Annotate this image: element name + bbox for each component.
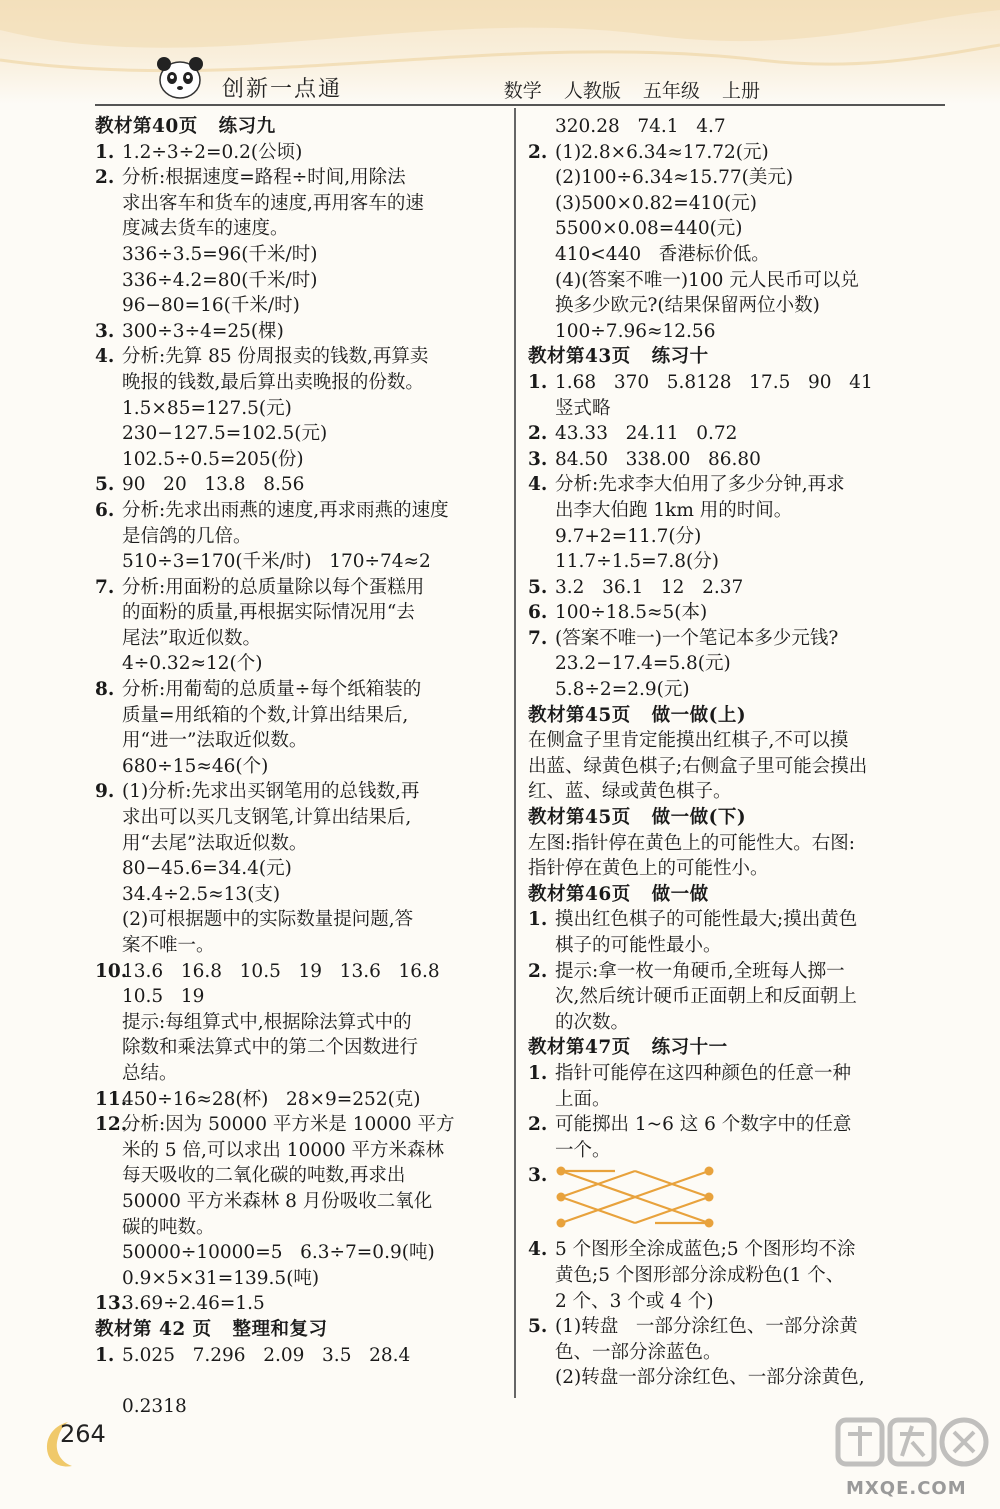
- item-number: 6.: [528, 602, 548, 624]
- item-number: 2.: [528, 423, 548, 445]
- section-title: 教材第 42 页 整理和复习: [95, 1318, 328, 1340]
- item-number: 2.: [528, 1114, 548, 1136]
- item-number: 4.: [528, 474, 548, 496]
- item-number: 7.: [95, 576, 115, 598]
- answer-line: 分析:先算 85 份周报卖的钱数,再算卖: [122, 346, 429, 368]
- answer-item: [95, 1343, 507, 1420]
- answer-line: 分析:先求李大伯用了多少分钟,再求: [555, 474, 845, 496]
- item-body: [122, 472, 507, 498]
- item-body: [122, 1087, 507, 1113]
- answer-line: 尾法”取近似数。: [122, 627, 261, 649]
- figure-dot: [705, 1167, 714, 1176]
- answer-item: [95, 165, 507, 319]
- answer-item: [528, 1314, 944, 1391]
- answer-item: [95, 319, 507, 345]
- answer-item: [528, 1163, 944, 1237]
- item-body: [122, 575, 507, 677]
- answer-line: 1.68 370 5.8128 17.5 90 41: [555, 371, 873, 393]
- answer-line: 度减去货车的速度。: [122, 218, 289, 240]
- answer-item: [95, 472, 507, 498]
- answer-line: 336÷3.5=96(千米/时): [122, 243, 318, 265]
- answer-line: 9.7+2=11.7(分): [555, 525, 702, 547]
- answer-line: 摸出红色棋子的可能性最大;摸出黄色: [555, 909, 858, 931]
- item-number: 7.: [528, 627, 548, 649]
- answer-line: 90 20 13.8 8.56: [122, 474, 305, 496]
- answer-item: [528, 421, 944, 447]
- answer-line: 色、一部分涂蓝色。: [555, 1341, 722, 1363]
- item-body: [122, 344, 507, 472]
- answer-item: [528, 1112, 944, 1163]
- answer-line: (1)2.8×6.34≈17.72(元): [555, 141, 769, 163]
- item-number: 3.: [95, 320, 115, 342]
- item-number: 8.: [95, 679, 115, 701]
- answer-line: 100÷18.5≈5(本): [555, 602, 708, 624]
- section-title: 教材第46页 做一做: [528, 883, 709, 905]
- item-number: 3.: [528, 448, 548, 470]
- answer-line: 用“进一”法取近似数。: [122, 730, 308, 752]
- item-body: [555, 421, 944, 447]
- item-body: [555, 1061, 944, 1112]
- answer-line: 23.2−17.4=5.8(元): [555, 653, 731, 675]
- answer-line: 11.7÷1.5=7.8(分): [555, 551, 719, 573]
- answer-line: 5500×0.08=440(元): [555, 218, 743, 240]
- matching-figure: [555, 1163, 944, 1237]
- answer-item: [528, 1237, 944, 1314]
- answer-line: 84.50 338.00 86.80: [555, 448, 761, 470]
- item-body: [555, 1237, 944, 1314]
- item-body: [122, 498, 507, 575]
- answer-item: [528, 575, 944, 601]
- section-title: 教材第47页 练习十一: [528, 1037, 728, 1059]
- answer-line: 3.2 36.1 12 2.37: [555, 576, 744, 598]
- answer-line: 左图:指针停在黄色上的可能性大。右图:: [528, 832, 855, 854]
- item-number: 4.: [95, 346, 115, 368]
- answer-line: 棋子的可能性最小。: [555, 935, 722, 956]
- answer-line: 4÷0.32≈12(个): [122, 653, 263, 675]
- answer-line: 出蓝、绿黄色棋子;右侧盒子里可能会摸出: [528, 755, 868, 777]
- answer-line: 的面粉的质量,再根据实际情况用“去: [122, 602, 415, 624]
- answer-item: [95, 959, 507, 1087]
- answer-line: [122, 1368, 507, 1394]
- item-number: 10.: [95, 960, 128, 982]
- answer-line: (2)100÷6.34≈15.77(美元): [555, 167, 794, 189]
- answer-line: 43.33 24.11 0.72: [555, 423, 738, 445]
- answer-line: 总结。: [122, 1062, 178, 1084]
- answer-line: (4)(答案不唯一)100 元人民币可以兑: [555, 269, 859, 291]
- item-body: [555, 370, 944, 421]
- answer-line: 案不唯一。: [122, 935, 215, 956]
- answer-line: 是信鸽的几倍。: [122, 525, 252, 547]
- answer-line: 分析:用葡萄的总质量÷每个纸箱装的: [122, 679, 422, 701]
- answer-line: 450÷16≈28(杯) 28×9=252(克): [122, 1088, 421, 1110]
- answer-line: (1)转盘 一部分涂红色、一部分涂黄: [555, 1316, 858, 1338]
- answer-line: 13.6 16.8 10.5 19 13.6 16.8: [122, 960, 440, 982]
- edition-label: 人教版: [563, 80, 621, 102]
- answer-item: [528, 626, 944, 703]
- answer-line: 10.5 19: [122, 986, 205, 1008]
- item-number: 5.: [528, 576, 548, 598]
- answer-line: 碳的吨数。: [122, 1216, 215, 1238]
- answer-line: 96−80=16(千米/时): [122, 295, 300, 317]
- answer-item: [95, 779, 507, 958]
- item-number: 1.: [528, 371, 548, 393]
- answer-line: 晚报的钱数,最后算出卖晚报的份数。: [122, 371, 424, 393]
- answer-line: 5.8÷2=2.9(元): [555, 679, 690, 701]
- item-number: 13.: [95, 1293, 128, 1315]
- left-column: [95, 114, 507, 1419]
- section-title: 教材第40页 练习九: [95, 116, 276, 137]
- answer-line: 410<440 香港标价低。: [555, 243, 770, 265]
- answer-item: [95, 575, 507, 677]
- item-body: [555, 575, 944, 601]
- item-number: 1.: [528, 909, 548, 931]
- item-number: 6.: [95, 499, 115, 521]
- answer-line: 除数和乘法算式中的第二个因数进行: [122, 1037, 419, 1059]
- grade-label: 五年级: [642, 80, 700, 102]
- answer-line: 出李大伯跑 1km 用的时间。: [555, 499, 793, 521]
- answer-item: [528, 959, 944, 1036]
- answer-line: 1.5×85=127.5(元): [122, 397, 292, 419]
- answer-line: 1.2÷3÷2=0.2(公顷): [122, 141, 303, 163]
- answer-line: 680÷15≈46(个): [122, 755, 269, 777]
- answer-line: 的次数。: [555, 1011, 630, 1033]
- item-number: 12.: [95, 1114, 128, 1136]
- answer-line: 质量=用纸箱的个数,计算出结果后,: [122, 704, 409, 726]
- item-body: [122, 1112, 507, 1291]
- figure-dot: [557, 1219, 566, 1228]
- item-number: 5.: [528, 1316, 548, 1338]
- item-body: [555, 907, 944, 958]
- item-number: 1.: [528, 1062, 548, 1084]
- item-body: [122, 140, 507, 166]
- answer-line: 指针可能停在这四种颜色的任意一种: [555, 1062, 852, 1084]
- item-body: [122, 165, 507, 319]
- answer-line: 336÷4.2=80(千米/时): [122, 269, 318, 291]
- answer-item: [95, 677, 507, 779]
- answer-item: [528, 600, 944, 626]
- answer-line: 在侧盒子里肯定能摸出红棋子,不可以摸: [528, 730, 849, 752]
- item-body: [122, 779, 507, 958]
- item-number: 9.: [95, 781, 115, 803]
- item-body: [555, 447, 944, 473]
- answer-line: 米的 5 倍,可以求出 10000 平方米森林: [122, 1139, 445, 1161]
- answer-line: 分析:先求出雨燕的速度,再求雨燕的速度: [122, 499, 449, 521]
- item-body: [555, 140, 944, 345]
- answer-line: 一个。: [555, 1139, 611, 1161]
- answer-line: 5.025 7.296 2.09 3.5 28.4: [122, 1344, 411, 1366]
- answer-line: 竖式略: [555, 397, 611, 419]
- item-body: [122, 1291, 507, 1317]
- section-title: 教材第43页 练习十: [528, 346, 709, 368]
- item-body: [555, 1314, 944, 1391]
- item-number: 5.: [95, 474, 115, 496]
- answer-line: 求出客车和货车的速度,再用客车的速: [122, 192, 424, 214]
- panda-logo-icon: [150, 50, 210, 102]
- item-body: [122, 1343, 507, 1420]
- item-body: [555, 626, 944, 703]
- book-info: [488, 76, 760, 103]
- answer-line: 100÷7.96≈12.56: [555, 320, 716, 342]
- answer-item: [528, 447, 944, 473]
- answer-line: 分析:根据速度=路程÷时间,用除法: [122, 167, 406, 189]
- item-number: 4.: [528, 1239, 548, 1261]
- item-body: [555, 472, 944, 574]
- matching-lines-figure: [555, 1163, 715, 1233]
- answer-line: 80−45.6=34.4(元): [122, 858, 292, 880]
- answer-item: [95, 1087, 507, 1113]
- item-number: 1.: [95, 141, 115, 163]
- answer-line: 提示:每组算式中,根据除法算式中的: [122, 1011, 412, 1033]
- figure-dot: [557, 1193, 566, 1202]
- answer-item: [95, 140, 507, 166]
- figure-dot: [705, 1219, 714, 1228]
- item-body: [122, 677, 507, 779]
- answer-item: [95, 498, 507, 575]
- page-number: 264: [60, 1420, 106, 1448]
- answer-line: 5 个图形全涂成蓝色;5 个图形均不涂: [555, 1239, 856, 1261]
- item-number: 1.: [95, 1344, 115, 1366]
- answer-line: 换多少欧元?(结果保留两位小数): [555, 295, 820, 317]
- item-number: 3.: [528, 1165, 548, 1187]
- answer-item: [95, 1291, 507, 1317]
- answer-line: 求出可以买几支钢笔,计算出结果后,: [122, 807, 412, 829]
- answer-line: 上面。: [555, 1088, 611, 1110]
- answer-line: 每天吸收的二氧化碳的吨数,再求出: [122, 1165, 406, 1187]
- answer-item: [528, 472, 944, 574]
- answer-item: [528, 907, 944, 958]
- answer-line: 用“去尾”法取近似数。: [122, 832, 308, 854]
- answer-item: [528, 140, 944, 345]
- answer-line: 黄色;5 个图形部分涂成粉色(1 个、: [555, 1264, 845, 1286]
- answer-line: 102.5÷0.5=205(份): [122, 448, 304, 470]
- subject-label: 数学: [503, 80, 542, 102]
- item-body: [555, 959, 944, 1036]
- answer-line: 50000 平方米森林 8 月份吸收二氧化: [122, 1190, 433, 1212]
- item-number: 11.: [95, 1088, 128, 1110]
- answer-line: 次,然后统计硬币正面朝上和反面朝上: [555, 986, 857, 1008]
- right-column: [528, 114, 944, 1391]
- answer-line: (答案不唯一)一个笔记本多少元钱?: [555, 627, 839, 649]
- section-title: 教材第45页 做一做(上): [528, 704, 747, 726]
- answer-item: [528, 370, 944, 421]
- answer-line: 3.69÷2.46=1.5: [122, 1293, 265, 1315]
- section-title: 教材第45页 做一做(下): [528, 807, 747, 829]
- answer-line: 34.4÷2.5≈13(支): [122, 883, 281, 905]
- item-number: 2.: [528, 141, 548, 163]
- figure-dot: [557, 1167, 566, 1176]
- item-number: 2.: [528, 960, 548, 982]
- answer-line: (2)可根据题中的实际数量提问题,答: [122, 909, 414, 931]
- item-number: 2.: [95, 167, 115, 189]
- answer-line: 50000÷10000=5 6.3÷7=0.9(吨): [122, 1242, 435, 1264]
- item-body: [122, 959, 507, 1087]
- answer-line: 230−127.5=102.5(元): [122, 423, 328, 445]
- answer-line: 提示:拿一枚一角硬币,全班每人掷一: [555, 960, 845, 982]
- item-body: [555, 600, 944, 626]
- answer-line: 300÷3÷4=25(棵): [122, 320, 284, 342]
- answer-item: [528, 1061, 944, 1112]
- answer-line: 0.9×5×31=139.5(吨): [122, 1267, 320, 1289]
- answer-line: 2 个、3 个或 4 个): [555, 1290, 714, 1312]
- watermark-text: MXQE.COM: [846, 1478, 967, 1499]
- answer-line: 红、蓝、绿或黄色棋子。: [528, 781, 732, 803]
- answer-line: 320.28 74.1 4.7: [555, 116, 726, 137]
- answer-line: (1)分析:先求出买钢笔用的总钱数,再: [122, 781, 420, 803]
- answer-line: 分析:因为 50000 平方米是 10000 平方: [122, 1114, 455, 1136]
- volume-label: 上册: [721, 80, 760, 102]
- item-body: [122, 319, 507, 345]
- answer-line: (2)转盘一部分涂红色、一部分涂黄色,: [555, 1367, 865, 1389]
- answer-item: [95, 344, 507, 472]
- answer-line: 可能掷出 1~6 这 6 个数字中的任意: [555, 1114, 852, 1136]
- figure-dot: [705, 1193, 714, 1202]
- answer-line: 分析:用面粉的总质量除以每个蛋糕用: [122, 576, 425, 598]
- answer-line: 指针停在黄色上的可能性小。: [528, 858, 769, 880]
- answer-line: 0.2318: [122, 1395, 187, 1417]
- answer-line: 510÷3=170(千米/时) 170÷74≈2: [122, 551, 431, 573]
- answer-line: (3)500×0.82=410(元): [555, 192, 757, 214]
- column-divider: [514, 108, 516, 1398]
- series-title: 创新一点通: [222, 77, 343, 102]
- item-body: [555, 1112, 944, 1163]
- header-rule: [95, 104, 945, 106]
- answer-item: [95, 1112, 507, 1291]
